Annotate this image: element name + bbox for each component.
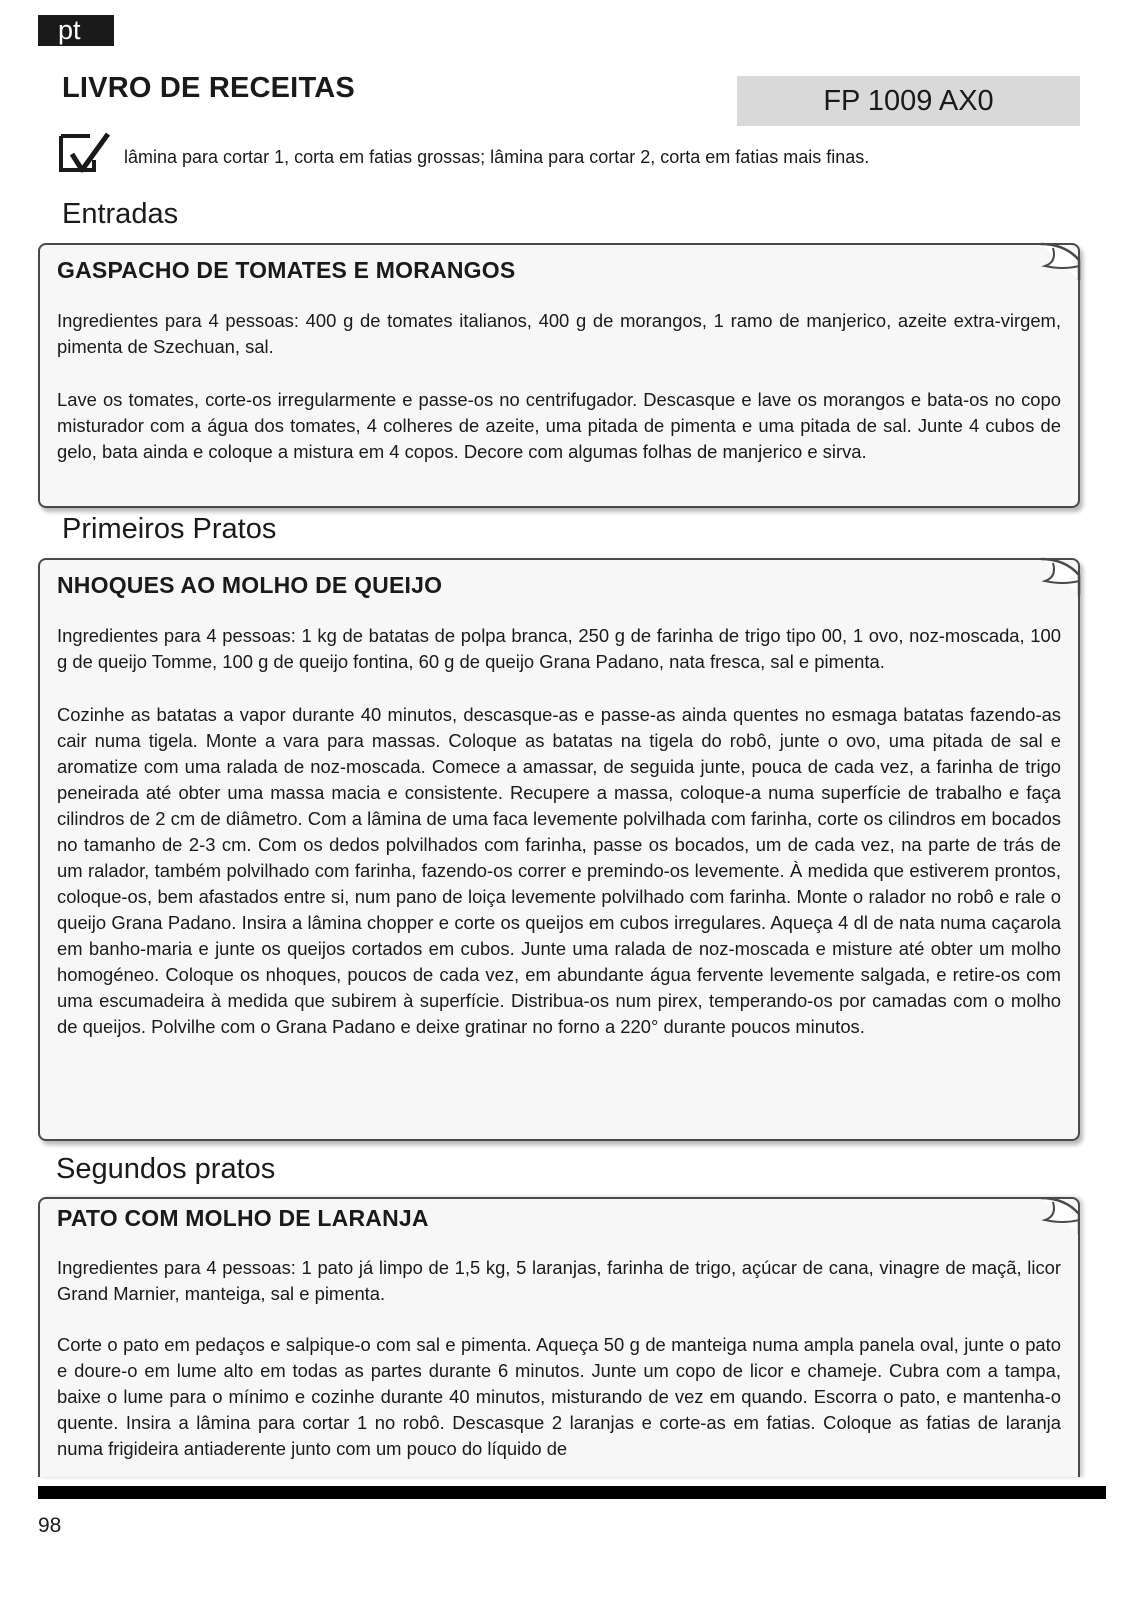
recipe-ingredients: Ingredientes para 4 pessoas: 400 g de tomates italianos, 400 g de morangos, 1 ramo de manjerico, azeite extra-virgem, pimenta de Szechuan, sal. xyxy=(57,310,1061,357)
model-label: FP 1009 AX0 xyxy=(737,76,1080,126)
recipe-card-gaspacho xyxy=(38,243,1080,508)
recipe-method: Cozinhe as batatas a vapor durante 40 minutos, descasque-as e passe-as ainda quentes no esmaga batatas fazendo-as cair numa tigela. Monte a vara para massas. Coloque as batatas na tigela do robô, junte o ovo, uma pitada de sal e aromatize com uma ralada de noz-moscada. Comece a amassar, de seguida junte, pouca de cada vez, a farinha de trigo peneirada até obter uma massa macia e consistente. Recupere a massa, coloque-a numa superfície de trabalho e faça cilindros de 2 cm de diâmetro. Com a lâmina de uma faca levemente polvilhada com farinha, corte os cilindros em bocados no tamanho de 2-3 cm. Com os dedos polvilhados com farinha, passe os bocados, um de cada vez, na parte de trás de um ralador, também polvilhado com farinha, fazendo-os correr e premindo-os levemente. À medida que estiverem prontos, coloque-os, bem afastados entre si, num pano de loiça levemente polvilhado com farinha. Monte o ralador no robô e rale o queijo Grana Padano. Insira a lâmina chopper e corte os queijos em cubos irregulares. Aqueça 4 dl de nata numa caçarola em banho-maria e junte os queijos cortados em cubos. Junte uma ralada de noz-moscada e misture até obter um molho homogéneo. Coloque os nhoques, poucos de cada vez, em abundante água fervente levemente salgada, e retire-os com uma escumadeira à medida que subirem à superfície. Distribua-os num pirex, temperando-os por camadas com o molho de queijos. Polvilhe com o Grana Padano e deixe gratinar no forno a 220° durante poucos minutos. xyxy=(57,704,1061,1037)
recipe-ingredients: Ingredientes para 4 pessoas: 1 pato já limpo de 1,5 kg, 5 laranjas, farinha de trigo, açúcar de cana, vinagre de maçã, licor Grand Marnier, manteiga, sal e pimenta. xyxy=(57,1257,1061,1304)
blade-note: lâmina para cortar 1, corta em fatias grossas; lâmina para cortar 2, corta em fatias mais finas. xyxy=(124,147,870,167)
recipe-ingredients: Ingredientes para 4 pessoas: 1 kg de batatas de polpa branca, 250 g de farinha de trigo tipo 00, 1 ovo, noz-moscada, 100 g de queijo Tomme, 100 g de queijo fontina, 60 g de queijo Grana Padano, nata fresca, sal e pimenta. xyxy=(57,625,1061,672)
checkbox-tick-icon xyxy=(58,130,114,178)
page-number: 98 xyxy=(38,1514,62,1537)
footer-rule xyxy=(38,1486,1106,1499)
page-curl-icon xyxy=(1041,242,1081,282)
language-tag: pt xyxy=(38,15,114,46)
recipe-method: Lave os tomates, corte-os irregularmente e passe-os no centrifugador. Descasque e lave os morangos e bata-os no copo misturador com a água dos tomates, 4 colheres de azeite, uma pitada de pimenta e uma pitada de sal. Junte 4 cubos de gelo, bata ainda e coloque a mistura em 4 copos. Decore com algumas folhas de manjerico e sirva. xyxy=(57,389,1061,462)
recipe-card-pato xyxy=(38,1197,1080,1477)
page-curl-icon xyxy=(1041,1197,1080,1236)
recipe-title: GASPACHO DE TOMATES E MORANGOS xyxy=(57,257,516,283)
recipe-card-nhoques xyxy=(38,558,1080,1141)
recipe-method: Corte o pato em pedaços e salpique-o com sal e pimenta. Aqueça 50 g de manteiga numa ampla panela oval, junte o pato e doure-o em lume alto em todas as partes durante 6 minutos. Junte um copo de licor e chameje. Cubra com a tampa, baixe o lume para o mínimo e cozinhe durante 40 minutos, misturando de vez em quando. Escorra o pato, e mantenha-o quente. Insira a lâmina para cortar 1 no robô. Descasque 2 laranjas e corte-as em fatias. Coloque as fatias de laranja numa frigideira antiaderente junto com um pouco do líquido de xyxy=(57,1334,1061,1459)
section-heading-primeiros-pratos: Primeiros Pratos xyxy=(62,513,277,545)
recipe-title: NHOQUES AO MOLHO DE QUEIJO xyxy=(57,572,443,598)
page-curl-icon xyxy=(1041,557,1081,597)
section-heading-segundos-pratos: Segundos pratos xyxy=(56,1153,276,1185)
recipe-title: PATO COM MOLHO DE LARANJA xyxy=(57,1205,429,1231)
page-title: LIVRO DE RECEITAS xyxy=(62,72,355,104)
section-heading-entradas: Entradas xyxy=(62,198,179,230)
